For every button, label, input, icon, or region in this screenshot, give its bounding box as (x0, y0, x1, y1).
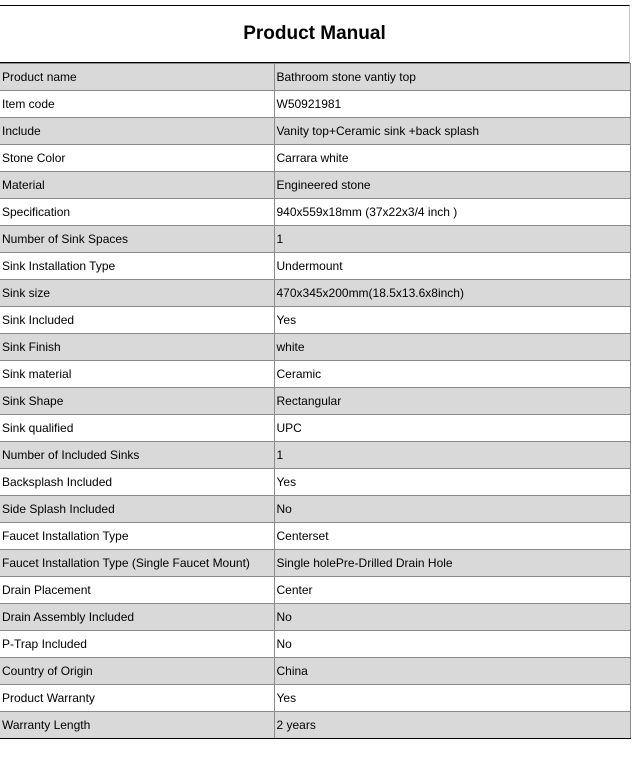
table-row (0, 631, 630, 658)
spec-label-cell: Backsplash Included (0, 469, 274, 496)
spec-label-cell: Product name (0, 64, 274, 91)
table-row (0, 415, 630, 442)
spec-label-cell: Sink Shape (0, 388, 274, 415)
spec-value-cell: China (274, 658, 630, 685)
spec-label-cell: Sink material (0, 361, 274, 388)
spec-label-cell: Sink Finish (0, 334, 274, 361)
spec-label-cell: Sink Included (0, 307, 274, 334)
table-row (0, 604, 630, 631)
spec-value-cell: No (274, 631, 630, 658)
table-row (0, 550, 630, 577)
spec-label-cell: Sink size (0, 280, 274, 307)
spec-label-cell: P-Trap Included (0, 631, 274, 658)
spec-value-cell: W50921981 (274, 91, 630, 118)
spec-value-cell: No (274, 604, 630, 631)
spec-label-cell: Drain Assembly Included (0, 604, 274, 631)
table-row (0, 685, 630, 712)
spec-value-cell: Rectangular (274, 388, 630, 415)
spec-value-cell: 1 (274, 226, 630, 253)
spec-label-cell: Number of Included Sinks (0, 442, 274, 469)
spec-value-cell: Engineered stone (274, 172, 630, 199)
spec-label-cell: Sink qualified (0, 415, 274, 442)
spec-value-cell: 470x345x200mm(18.5x13.6x8inch) (274, 280, 630, 307)
table-row (0, 226, 630, 253)
table-row (0, 145, 630, 172)
table-row (0, 64, 630, 91)
spec-value-cell: Yes (274, 307, 630, 334)
spec-label-cell: Item code (0, 91, 274, 118)
table-row (0, 469, 630, 496)
spec-value-cell: Carrara white (274, 145, 630, 172)
table-row (0, 712, 630, 739)
spec-value-cell: UPC (274, 415, 630, 442)
spec-value-cell: Center (274, 577, 630, 604)
table-row (0, 523, 630, 550)
spec-label-cell: Faucet Installation Type (0, 523, 274, 550)
spec-value-cell: Single holePre-Drilled Drain Hole (274, 550, 630, 577)
table-row (0, 442, 630, 469)
spec-value-cell: Centerset (274, 523, 630, 550)
table-row (0, 388, 630, 415)
spec-label-cell: Stone Color (0, 145, 274, 172)
table-row (0, 118, 630, 145)
spec-value-cell: Ceramic (274, 361, 630, 388)
product-manual-sheet (0, 5, 630, 739)
page-title: Product Manual (243, 23, 386, 44)
spec-value-cell: Yes (274, 469, 630, 496)
table-row (0, 91, 630, 118)
table-row (0, 280, 630, 307)
spec-value-cell: Vanity top+Ceramic sink +back splash (274, 118, 630, 145)
spec-label-cell: Drain Placement (0, 577, 274, 604)
spec-label-cell: Include (0, 118, 274, 145)
spec-label-cell: Product Warranty (0, 685, 274, 712)
spec-label-cell: Side Splash Included (0, 496, 274, 523)
spec-label-cell: Specification (0, 199, 274, 226)
table-row (0, 361, 630, 388)
table-row (0, 253, 630, 280)
spec-value-cell: white (274, 334, 630, 361)
title-cell (0, 5, 630, 63)
table-row (0, 496, 630, 523)
spec-label-cell: Country of Origin (0, 658, 274, 685)
table-row (0, 334, 630, 361)
spec-value-cell: 940x559x18mm (37x22x3/4 inch ) (274, 199, 630, 226)
spec-label-cell: Warranty Length (0, 712, 274, 739)
spec-label-cell: Number of Sink Spaces (0, 226, 274, 253)
table-row (0, 307, 630, 334)
spec-label-cell: Faucet Installation Type (Single Faucet Mount) (0, 550, 274, 577)
spec-label-cell: Material (0, 172, 274, 199)
table-row (0, 199, 630, 226)
spec-value-cell: Bathroom stone vantiy top (274, 64, 630, 91)
spec-value-cell: Yes (274, 685, 630, 712)
table-row (0, 658, 630, 685)
table-row (0, 172, 630, 199)
spec-label-cell: Sink Installation Type (0, 253, 274, 280)
spec-value-cell: 2 years (274, 712, 630, 739)
spec-value-cell: No (274, 496, 630, 523)
spec-table (0, 63, 631, 739)
spec-value-cell: 1 (274, 442, 630, 469)
spec-value-cell: Undermount (274, 253, 630, 280)
table-row (0, 577, 630, 604)
